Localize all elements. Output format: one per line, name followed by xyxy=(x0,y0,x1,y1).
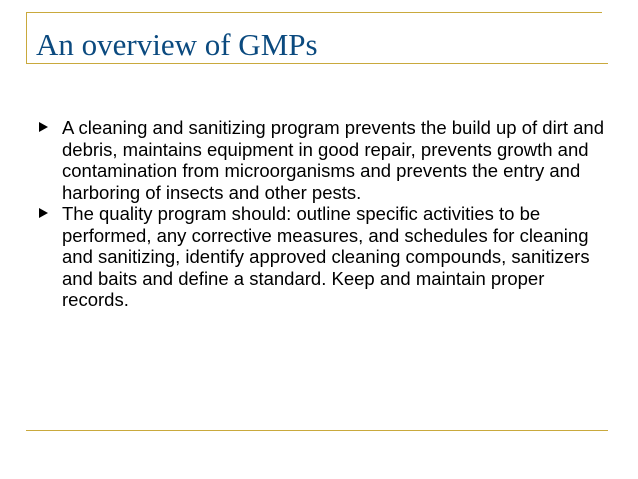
slide-title: An overview of GMPs xyxy=(36,27,318,62)
triangle-bullet-icon xyxy=(39,208,48,218)
triangle-bullet-icon xyxy=(39,122,48,132)
bullet-item-cleaning-program xyxy=(36,117,610,203)
bottom-rule xyxy=(26,430,608,431)
frame-left-rule xyxy=(26,12,27,64)
bullet-list xyxy=(36,117,610,311)
bullet-text: The quality program should: outline specific activities to be performed, any corrective measures, and schedules for cleaning and sanitizing, identify approved cleaning compounds, sanitizers and baits and define a standard. Keep and maintain proper records. xyxy=(62,203,590,310)
title-underline-rule xyxy=(26,63,608,64)
bullet-text: A cleaning and sanitizing program prevents the build up of dirt and debris, maintains equipment in good repair, prevents growth and contamination from microorganisms and prevents the entry and harboring of insects and other pests. xyxy=(62,117,604,203)
frame-top-rule xyxy=(26,12,602,13)
bullet-item-quality-program xyxy=(36,203,610,311)
